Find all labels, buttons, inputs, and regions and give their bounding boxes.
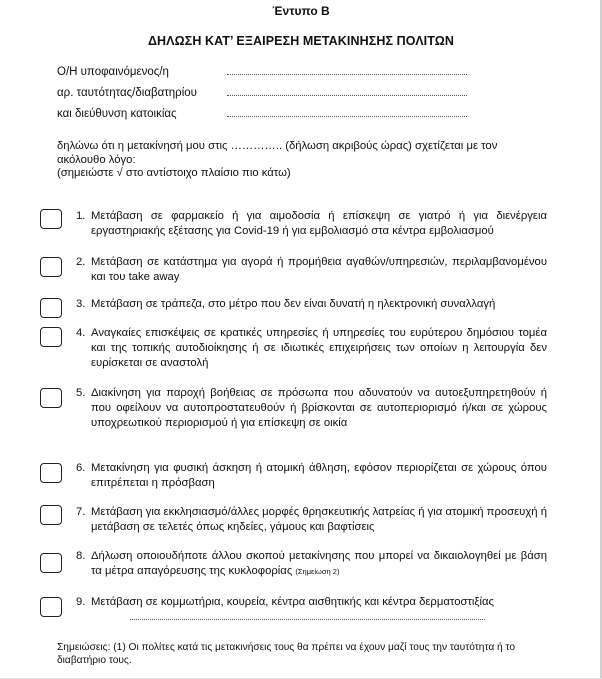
item-number: 9. [76,596,86,608]
declaration-block [57,140,547,181]
checkbox-3[interactable] [40,298,62,318]
address-label: και διεύθυνση κατοικίας [57,108,177,120]
notes: Σημειώσεις: (1) Οι πολίτες κατά τις μετακινήσεις τους θα πρέπει να έχουν μαζί τους την ταυτότητα ή το διαβατήριο τους. [57,642,516,666]
item-text: Διακίνηση για παροχή βοήθειας σε πρόσωπα που αδυνατούν να αυτοεξυπηρετηθούν ή που οφείλουν να αυτοπροστατευθούν ή βρίσκονται σε αυτοπεριορισμό ή/και σε χώρους υποχρεωτικού περιορισμού ή για επίσκεψη σε οικία [91,387,547,429]
name-blank[interactable] [227,65,467,75]
declaration-line: ακόλουθο λόγο: [57,153,136,166]
name-field [57,65,467,78]
checkbox-5[interactable] [40,388,62,408]
item-text [91,549,547,579]
item-number: 5. [76,387,86,399]
name-label: Ο/Η υποφαινόμενος/η [57,66,169,78]
item-number: 8. [76,550,86,562]
item-note-ref: (Σημείωση 2) [295,567,340,576]
item-number: 2. [76,256,86,268]
checkbox-6[interactable] [40,463,62,483]
item-number: 1. [76,210,86,222]
id-field [57,86,467,99]
item-number: 7. [76,506,86,518]
checkbox-8[interactable] [40,553,62,573]
id-label: αρ. ταυτότητας/διαβατηρίου [57,87,197,99]
item-text: Μετάβαση σε τράπεζα, στο μέτρο που δεν είναι δυνατή η ηλεκτρονική συναλλαγή [91,298,496,310]
item-number: 6. [76,462,86,474]
item-text: Μετάβαση σε κατάστημα για αγορά ή προμήθεια αγαθών/υπηρεσιών, περιλαμβανομένου και του take away [91,256,547,283]
address-blank[interactable] [227,107,467,117]
checkbox-4[interactable] [40,327,62,347]
item-text: Μετάβαση για εκκλησιασμό/άλλες μορφές θρησκευτικής λατρείας ή για ατομική προσευχή ή μετάβαση σε τελετές όπως κηδείες, γάμους και βαφτίσεις [91,506,547,533]
item-text: Μετάβαση σε φαρμακείο ή για αιμοδοσία ή επίσκεψη σε γιατρό ή για διενέργεια εργαστηριακής εξέτασης για Covid-19 ή για εμβολιασμό στα κέντρα εμβολιασμού [91,210,547,237]
item-text: Μετακίνηση για φυσική άσκηση ή ατομική άθληση, εφόσον περιορίζεται σε χώρους όπου επιτρέπεται η πρόσβαση [91,462,547,489]
declaration-line: δηλώνω ότι η μετακίνησή μου στις ………….. (δήλωση ακριβούς ώρας) σχετίζεται με τον [57,140,498,152]
item-text: Αναγκαίες επισκέψεις σε κρατικές υπηρεσίες ή υπηρεσίες του ευρύτερου δημόσιου τομέα και της τοπικής αυτοδιοίκησης ή σε ιδιωτικές επιχειρήσεις των οποίων η λειτουργία δεν ευρίσκεται σε αναστολή [91,327,547,369]
item-9-blank[interactable] [130,619,485,620]
checkbox-9[interactable] [40,597,62,617]
item-number: 4. [76,327,86,339]
item-text-main: Δήλωση οποιουδήποτε άλλου σκοπού μετακίνησης που μπορεί να δικαιολογηθεί με βάση τα μέτρα απαγόρευσης της κυκλοφορίας [91,550,547,577]
address-field [57,107,467,120]
checkbox-7[interactable] [40,505,62,525]
form-label: Έντυπο Β [272,4,330,18]
declaration-instruction: (σημειώστε √ στο αντίστοιχο πλαίσιο πιο κάτω) [57,167,291,179]
checkbox-2[interactable] [40,257,62,277]
item-text: Μετάβαση σε κομμωτήρια, κουρεία, κέντρα αισθητικής και κέντρα δερματοστιξίας [91,596,494,608]
id-blank[interactable] [227,86,467,96]
document-title: ΔΗΛΩΣΗ ΚΑΤ’ ΕΞΑΙΡΕΣΗ ΜΕΤΑΚΙΝΗΣΗΣ ΠΟΛΙΤΩΝ [147,34,455,48]
checkbox-1[interactable] [40,209,62,229]
item-number: 3. [76,298,86,310]
